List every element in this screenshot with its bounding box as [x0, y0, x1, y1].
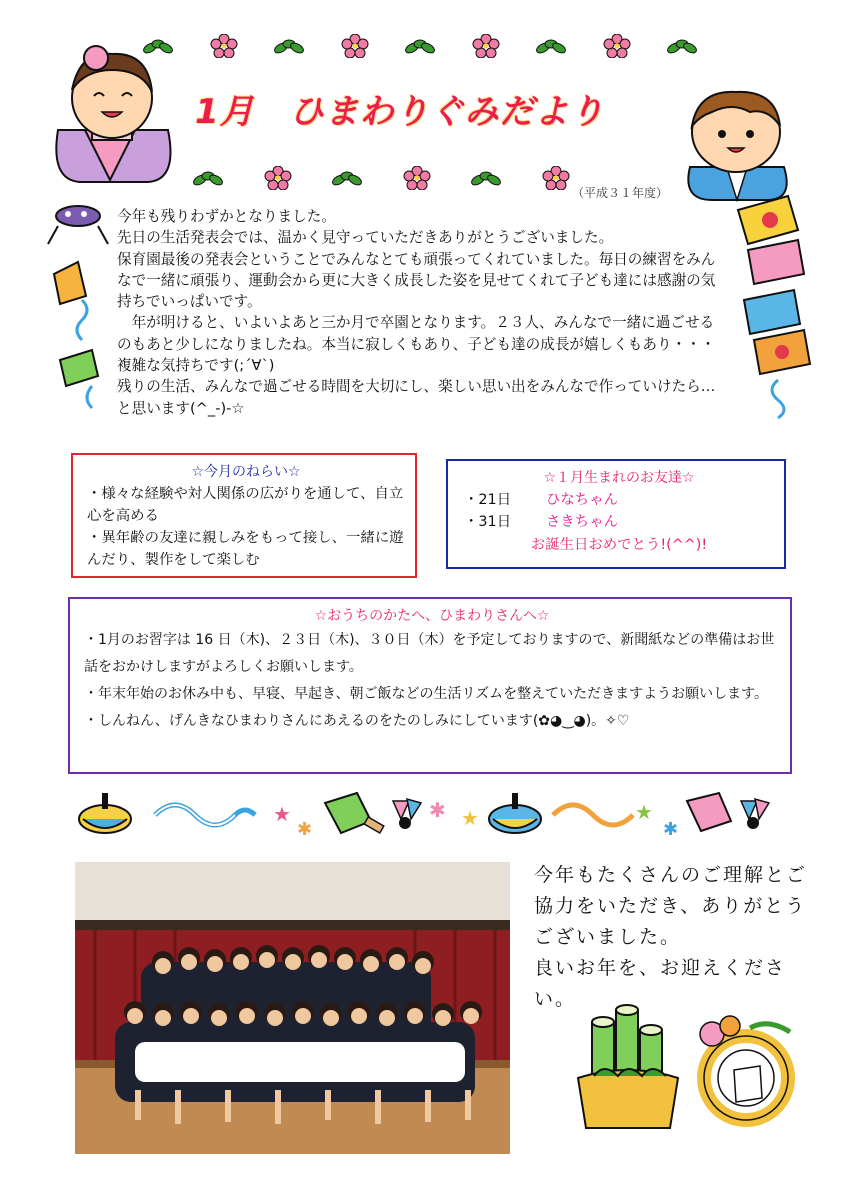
intro-paragraph: 保育園最後の発表会ということでみんなとても頑張ってくれていました。毎日の練習をみんなで一緒に頑張り、運動会から更に大きく成長した姿を見せてくれて子ども達には感謝の気持ちでいっぱいです。: [117, 250, 716, 311]
star-icon: ★: [635, 800, 653, 824]
pine-icon: [190, 168, 226, 188]
pine-icon: [402, 36, 438, 56]
closing-message: [534, 860, 819, 1015]
rope-icon: [553, 805, 633, 825]
boy-kimono-illustration: [672, 82, 802, 202]
spinning-top-icon: [79, 793, 131, 833]
plum-flower-icon: [403, 166, 431, 190]
closing-line: 良いお年を、お迎えください。: [534, 957, 787, 1010]
intro-paragraph: 今年も残りわずかとなりました。: [117, 208, 336, 225]
birthdays-box: [446, 459, 786, 569]
home-note-item: ・年末年始のお休み中も、早寝、早起き、朝ご飯などの生活リズムを整えていただきますようお願いします。: [84, 686, 769, 702]
intro-paragraph: 先日の生活発表会では、温かく見守っていただきありがとうございました。: [117, 229, 614, 247]
shuttlecock-icon: [741, 799, 769, 829]
pine-icon: [664, 36, 700, 56]
rope-icon: [155, 805, 255, 825]
home-notes-heading: ☆おうちのかたへ、ひまわりさんへ☆: [314, 608, 550, 624]
star-icon: ★: [273, 802, 291, 826]
pine-icon: [329, 168, 365, 188]
pine-icon: [533, 36, 569, 56]
birthday-entry: [464, 489, 774, 511]
plum-flower-icon: [341, 34, 369, 58]
top-pine-plum-border: [140, 34, 700, 58]
girl-kimono-illustration: [30, 30, 190, 190]
birthday-greeting: お誕生日おめでとう!(^^)!: [530, 537, 708, 553]
plum-flower-icon: [472, 34, 500, 58]
monthly-aim-item: ・異年齢の友達に親しみをもって接し、一緒に遊んだり、製作をして楽しむ: [87, 530, 404, 568]
birthday-entry: [464, 511, 774, 533]
shuttlecock-icon: [393, 799, 421, 829]
pine-icon: [468, 168, 504, 188]
intro-paragraph: 年が明けると、いよいよあと三か月で卒園となります。２３人、みんなで一緒に過ごせるのもあと少しになりましたね。本当に寂しくもあり、子ども達の成長が嬉しくもあり・・・複雑な気持ちです(;´∀`): [117, 314, 716, 375]
birthday-name: ひなちゃん: [546, 492, 618, 508]
star-icon: ★: [461, 806, 479, 830]
kadomatsu-illustration: [574, 1002, 684, 1132]
plum-flower-icon: [210, 34, 238, 58]
birthdays-heading: ☆１月生まれのお友達☆: [543, 470, 695, 486]
class-photo: [75, 862, 510, 1154]
pine-icon: [271, 36, 307, 56]
monthly-aims-box: [71, 453, 417, 578]
plum-flower-icon: [264, 166, 292, 190]
kite-illustrations-left: [42, 200, 114, 420]
battledore-icon: [325, 793, 384, 833]
battledore-icon: [687, 793, 731, 831]
page-title: 1月 ひまわりぐみだより: [195, 92, 605, 132]
home-note-item: ・しんねん、げんきなひまわりさんにあえるのをたのしみにしています(✿◕‿◕)。✧♡: [84, 713, 630, 729]
intro-paragraph: 残りの生活、みんなで過ごせる時間を大切にし、楽しい思い出をみんなで作っていけたら…と思います(^_-)-☆: [117, 378, 716, 417]
home-note-item: ・1月のお習字は 16 日（木)、２３日（木)、３０日（木）を予定しておりますので、新聞紙などの準備はお世話をおかけしますがよろしくお願いします。: [84, 632, 775, 675]
sparkle-icon: ✱: [663, 819, 679, 840]
birthday-date: ・21日: [464, 492, 512, 508]
monthly-aims-heading: ☆今月のねらい☆: [191, 464, 301, 480]
birthday-date: ・31日: [464, 514, 512, 530]
year-note: （平成３１年度）: [572, 186, 669, 200]
middle-pine-plum-border: [190, 166, 570, 190]
home-notes-box: [68, 597, 792, 774]
kite-illustrations-right: [728, 190, 818, 420]
sparkle-icon: ✱: [429, 798, 446, 822]
sparkle-icon: ✱: [297, 819, 313, 840]
new-year-wreath-illustration: [690, 1008, 800, 1138]
closing-line: 今年もたくさんのご理解とご協力をいただき、ありがとうございました。: [534, 864, 808, 948]
intro-text: [117, 206, 727, 419]
plum-flower-icon: [542, 166, 570, 190]
new-year-toys-border: [75, 785, 780, 845]
monthly-aim-item: ・様々な経験や対人関係の広がりを通して、自立心を高める: [87, 486, 404, 524]
birthday-name: さきちゃん: [546, 514, 618, 530]
spinning-top-icon: [489, 793, 541, 833]
plum-flower-icon: [603, 34, 631, 58]
